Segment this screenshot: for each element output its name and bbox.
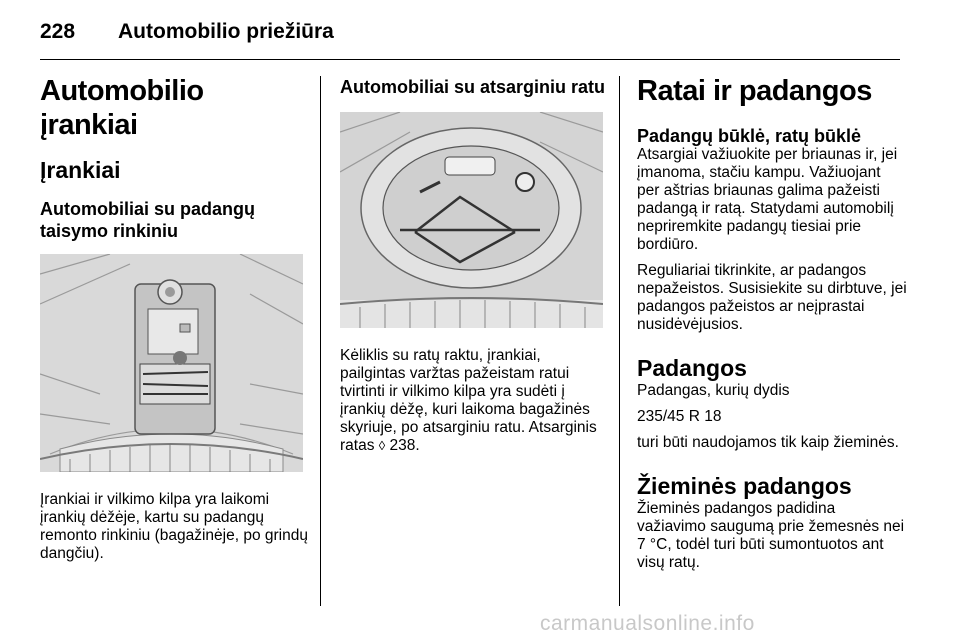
paragraph-tyre-condition-1: Atsargiai važiuokite per briaunas ir, jei įmanoma, stačiu kampu. Važiuojant per aštrias briaunas galima pažeisti padangą ir ratą. Statydami automobilį nepriremkite padangų tiesiai prie bordiūro.: [637, 146, 898, 253]
subsection-title-tyre-condition: Padangų būklė, ratų būklė: [637, 126, 862, 146]
chapter-title: Automobilio priežiūra: [118, 20, 334, 43]
page-header: [0, 0, 960, 60]
subsection-title-repair-kit: Automobiliai su padangų taisymo rinkiniu: [40, 199, 255, 241]
subsection-title-spare-wheel: Automobiliai su atsarginiu ratu: [340, 77, 606, 97]
paragraph-tyre-usage: turi būti naudojamos tik kaip žieminės.: [637, 434, 899, 451]
column-2: [340, 70, 608, 463]
paragraph-winter-tyres: Žieminės padangos padidina važiavimo saugumą prie žemesnės nei 7 °C, todėl turi būti sumontuotos ant visų ratų.: [637, 500, 905, 571]
column-3: [637, 70, 907, 580]
page-number: 228: [40, 20, 76, 43]
paragraph-tyre-condition-2: Reguliariai tikrinkite, ar padangos nepažeistos. Susisiekite su dirbtuve, jei padangos pažeistos ar neįprastai nusidėvėjusios.: [637, 262, 907, 333]
watermark: carmanualsonline.info: [540, 612, 755, 635]
column-divider-1: [320, 76, 321, 606]
column-divider-2: [619, 76, 620, 606]
caption-repair-kit: Įrankiai ir vilkimo kilpa yra laikomi įrankių dėžėje, kartu su padangų remonto rinkiniu (bagažinėje, po grindų dangčiu).: [40, 491, 308, 562]
paragraph-tyre-size-intro: Padangas, kurių dydis: [637, 382, 790, 399]
caption-spare-wheel-text: Kėliklis su ratų raktu, įrankiai, pailgintas varžtas pažeistam ratui tvirtinti ir vilkimo kilpa yra sudėti į įrankių dėžę, kuri laikoma bagažinės skyriuje, po atsarginiu ratu. Atsarginis ratas: [340, 347, 597, 454]
section-title-wheels-tyres: Ratai ir padangos: [637, 75, 872, 107]
subsection-title-tools: Įrankiai: [40, 157, 121, 183]
subsection-title-tyres: Padangos: [637, 355, 747, 381]
page-reference-arrow-icon: ◊: [378, 438, 386, 453]
subsection-title-winter-tyres: Žieminės padangos: [637, 473, 852, 499]
jack-tool-box-illustration: [340, 112, 603, 328]
caption-spare-wheel: [340, 347, 608, 455]
page-reference-link[interactable]: 238.: [389, 437, 420, 454]
section-title-tools: Automobilio įrankiai: [40, 75, 204, 141]
header-rule: [40, 59, 900, 60]
tool-box-repair-kit-illustration: [40, 254, 303, 472]
column-1: [40, 70, 308, 571]
paragraph-tyre-size: 235/45 R 18: [637, 408, 722, 425]
